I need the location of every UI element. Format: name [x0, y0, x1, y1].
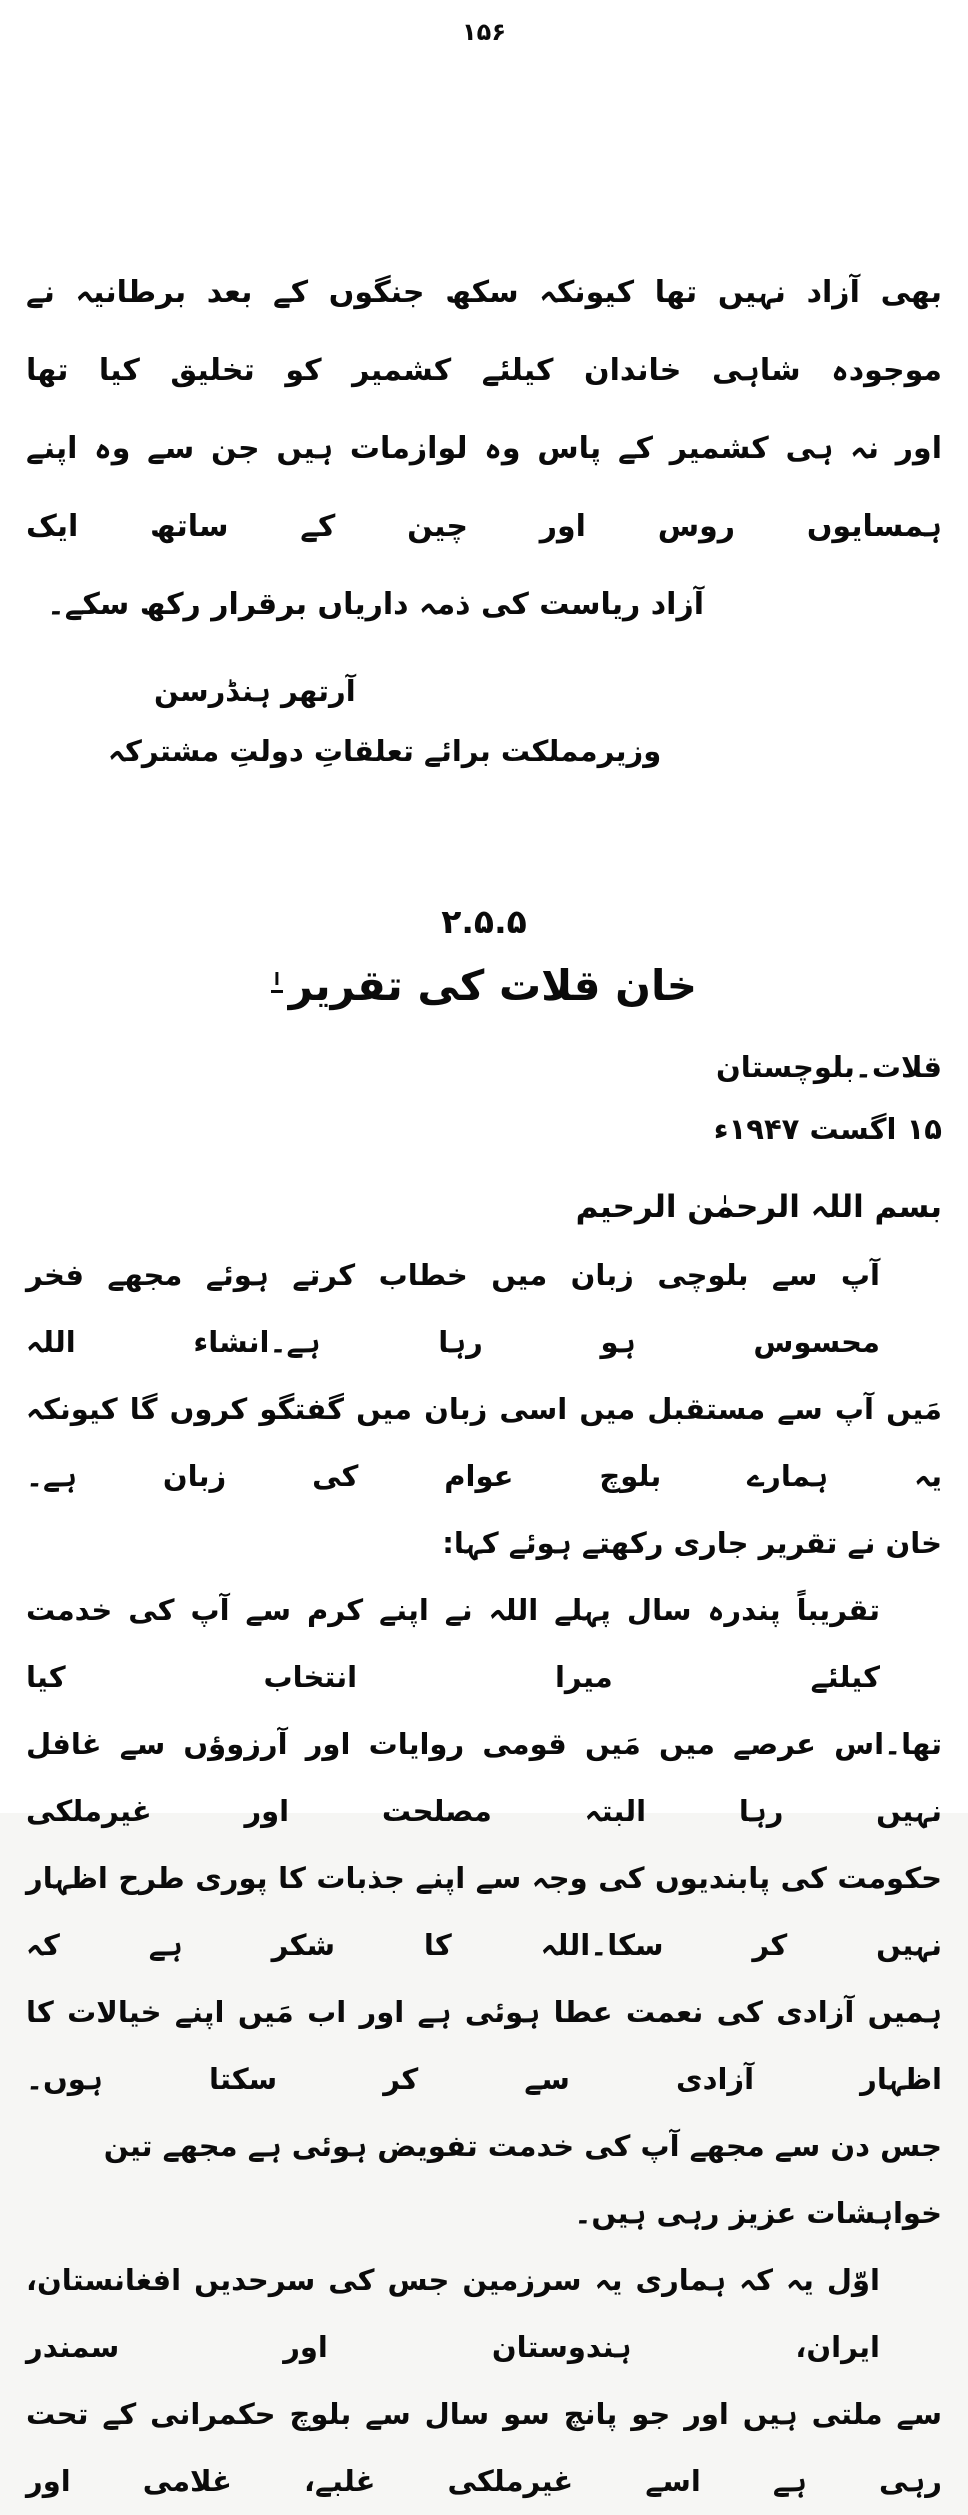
- section-title-text: خان قلات کی تقریر: [288, 961, 698, 1010]
- speech-meta: [26, 1036, 942, 1160]
- speech-line: اوّل یہ کہ ہماری یہ سرزمین جس کی سرحدیں افغانستان، ایران، ہندوستان اور سمندر: [26, 2263, 880, 2364]
- quote-line: اور نہ ہی کشمیر کے پاس وہ لوازمات ہیں جن سے وہ اپنے ہمسایوں روس اور چین کے ساتھ ایک: [26, 431, 942, 544]
- speech-line: سے ملتی ہیں اور جو پانچ سو سال سے بلوچ حکمرانی کے تحت رہی ہے اسے غیرملکی غلبے، غلامی اور: [26, 2397, 942, 2498]
- quote-paragraph: [26, 254, 942, 644]
- speech-line: جس دن سے مجھے آپ کی خدمت تفویض ہوئی ہے مجھے تین خواہشات عزیز رہی ہیں۔: [103, 2129, 942, 2230]
- speech-line: مَیں آپ سے مستقبل میں اسی زبان میں گفتگو کروں گا کیونکہ یہ ہمارے بلوچ عوام کی زبان ہے۔: [26, 1392, 942, 1493]
- footnote-marker: ا: [271, 971, 283, 993]
- attribution-role: وزیرمملکت برائے تعلقاتِ دولتِ مشترکہ: [108, 734, 662, 768]
- basmala-line: بسم اللہ الرحمٰن الرحیم: [575, 1189, 942, 1225]
- speech-line: تقریباً پندرہ سال پہلے اللہ نے اپنے کرم سے آپ کی خدمت کیلئے میرا انتخاب کیا: [26, 1593, 880, 1694]
- attribution-block: [26, 662, 942, 782]
- speech-line: حکومت کی پابندیوں کی وجہ سے اپنے جذبات کا پوری طرح اظہار نہیں کر سکا۔اللہ کا شکر ہے کہ: [26, 1861, 942, 1962]
- speech-line: خان نے تقریر جاری رکھتے ہوئے کہا:: [442, 1526, 942, 1560]
- speech-location: قلات۔بلوچستان: [716, 1050, 942, 1084]
- speech-date: ۱۵ اگست ۱۹۴۷ء: [713, 1112, 942, 1146]
- attribution-name: آرتھر ہنڈرسن: [154, 674, 356, 708]
- quote-line: آزاد ریاست کی ذمہ داریاں برقرار رکھ سکے۔: [47, 587, 704, 622]
- speech-line: ہمیں آزادی کی نعمت عطا ہوئی ہے اور اب مَیں اپنے خیالات کا اظہار آزادی سے کر سکتا ہوں۔: [26, 1995, 942, 2096]
- page-number: ۱۵۶: [462, 18, 506, 46]
- quote-line: بھی آزاد نہیں تھا کیونکہ سکھ جنگوں کے بعد برطانیہ نے موجودہ شاہی خاندان کیلئے کشمیر کو تخلیق کیا تھا: [26, 275, 942, 388]
- speech-line: تھا۔اس عرصے میں مَیں قومی روایات اور آرزوؤں سے غافل نہیں رہا البتہ مصلحت اور غیرملکی: [26, 1727, 942, 1828]
- speech-line: آپ سے بلوچی زبان میں خطاب کرتے ہوئے مجھے فخر محسوس ہو رہا ہے۔انشاء اللہ: [26, 1258, 880, 1359]
- section-heading: [26, 900, 942, 1022]
- section-title: [26, 950, 942, 1022]
- section-number: ۲.۵.۵: [441, 902, 527, 941]
- speech-body: [26, 1172, 942, 2515]
